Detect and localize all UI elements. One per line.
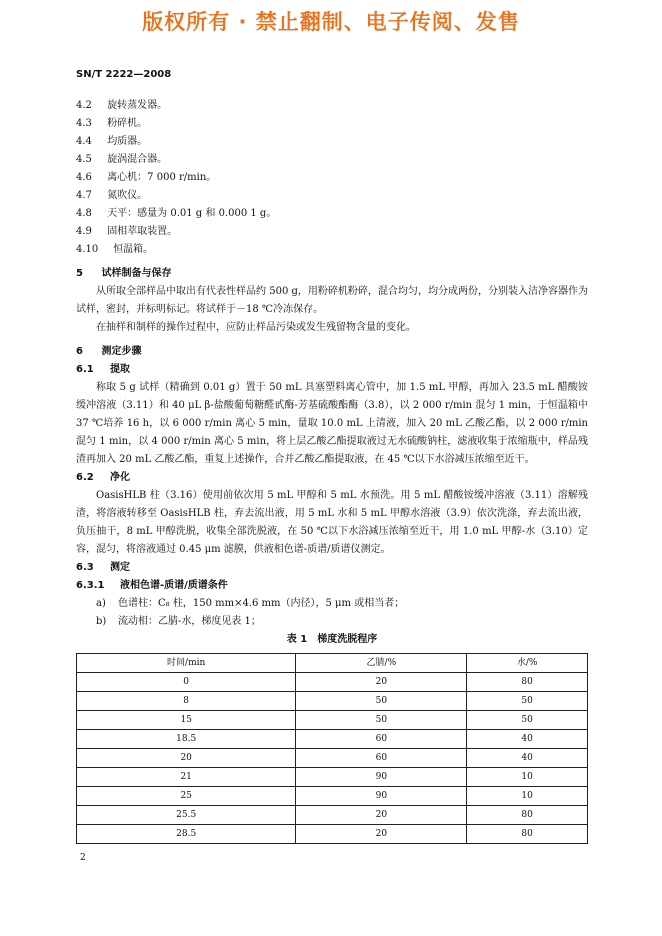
section-6-2-heading: 6.2 净化: [76, 472, 130, 483]
section-6-1-heading: 6.1 提取: [76, 364, 130, 375]
section-6-3-heading: 6.3 测定: [76, 562, 130, 573]
list-item: 4.10 恒温箱。: [76, 244, 154, 255]
section-6-2-paragraph: OasisHLB 柱（3.16）使用前依次用 5 mL 甲醇和 5 mL 水预洗。用 5 mL 醋酸铵缓冲溶液（3.11）溶解残渣，将溶液转移至 OasisHLB 柱，弃去流出液，用 5 mL 水和 5 mL 甲醇水溶液（3.9）依次洗涤，弃去流出液，负压抽干，8 mL 甲醇洗脱，收集全部洗脱液，在 50 ℃以下水浴减压浓缩至近干，用 1.0 mL 甲醇-水（3.10）定容，混匀，将溶液通过 0.45 μm 滤膜，供液相色谱-质谱/质谱仪测定。: [76, 490, 588, 555]
table-caption: 表 1 梯度洗脱程序: [286, 634, 378, 645]
list-item: a) 色谱柱：C₈ 柱，150 mm×4.6 mm（内径），5 μm 或相当者；: [96, 598, 405, 609]
table-header-cell: 时间/min: [77, 654, 296, 673]
page-number: 2: [80, 853, 86, 863]
list-item: 4.4 均质器。: [76, 136, 148, 147]
table-row: 21 90 10: [77, 768, 588, 787]
list-item: 4.6 离心机：7 000 r/min。: [76, 172, 217, 183]
list-item: 4.8 天平：感量为 0.01 g 和 0.000 1 g。: [76, 208, 277, 219]
table-header-cell: 水/%: [467, 654, 588, 673]
standard-number: SN/T 2222—2008: [76, 69, 172, 80]
table-row: 25 90 10: [77, 787, 588, 806]
table-row: 15 50 50: [77, 711, 588, 730]
list-item: b) 流动相：乙腈-水，梯度见表 1；: [96, 616, 261, 627]
table-row: 20 60 40: [77, 749, 588, 768]
section-5-heading: 5 试样制备与保存: [76, 268, 172, 279]
table-header-row: [77, 654, 588, 673]
gradient-table: [76, 653, 588, 844]
section-5-paragraph: 从所取全部样品中取出有代表性样品约 500 g，用粉碎机粉碎，混合均匀，均分成两份，分别装入洁净容器作为试样，密封，并标明标记。将试样于－18 ℃冷冻保存。: [76, 286, 588, 315]
list-item: 4.3 粉碎机。: [76, 118, 148, 129]
list-item: 4.9 固相萃取装置。: [76, 226, 178, 237]
table-row: 8 50 50: [77, 692, 588, 711]
document-body: [76, 97, 588, 844]
section-6-1-paragraph: 称取 5 g 试样（精确到 0.01 g）置于 50 mL 具塞塑料离心管中，加 1.5 mL 甲醇，再加入 23.5 mL 醋酸铵缓冲溶液（3.11）和 40 μL β-盐酸葡萄糖醛甙酶-芳基硫酸酯酶（3.8），以 2 000 r/min 混匀 1 min，于恒温箱中 37 ℃培养 16 h，以 6 000 r/min 离心 5 min，量取 10.0 mL 上清液，加入 20 mL 乙酸乙酯，以 2 000 r/min 混匀 1 min，以 4 000 r/min 离心 5 min，将上层乙酸乙酯提取液过无水硫酸钠柱，滤液收集于浓缩瓶中，样品残渣再加入 20 mL 乙酸乙酯，重复上述操作，合并乙酸乙酯提取液，在 45 ℃以下水浴减压浓缩至近干。: [76, 382, 588, 465]
copyright-banner: 版权所有 · 禁止翻制、电子传阅、发售: [142, 10, 520, 34]
section-5-paragraph: 在抽样和制样的操作过程中，应防止样品污染或发生残留物含量的变化。: [96, 322, 416, 333]
table-row: 18.5 60 40: [77, 730, 588, 749]
table-header-cell: 乙腈/%: [296, 654, 467, 673]
equipment-list: [76, 97, 588, 259]
list-item: 4.2 旋转蒸发器。: [76, 100, 168, 111]
table-row: 0 20 80: [77, 673, 588, 692]
table-row: 28.5 20 80: [77, 825, 588, 844]
list-item: 4.7 氮吹仪。: [76, 190, 148, 201]
section-6-heading: 6 测定步骤: [76, 346, 142, 357]
section-6-3-1-heading: 6.3.1 液相色谱-质谱/质谱条件: [76, 580, 228, 591]
list-item: 4.5 旋涡混合器。: [76, 154, 168, 165]
table-row: 25.5 20 80: [77, 806, 588, 825]
